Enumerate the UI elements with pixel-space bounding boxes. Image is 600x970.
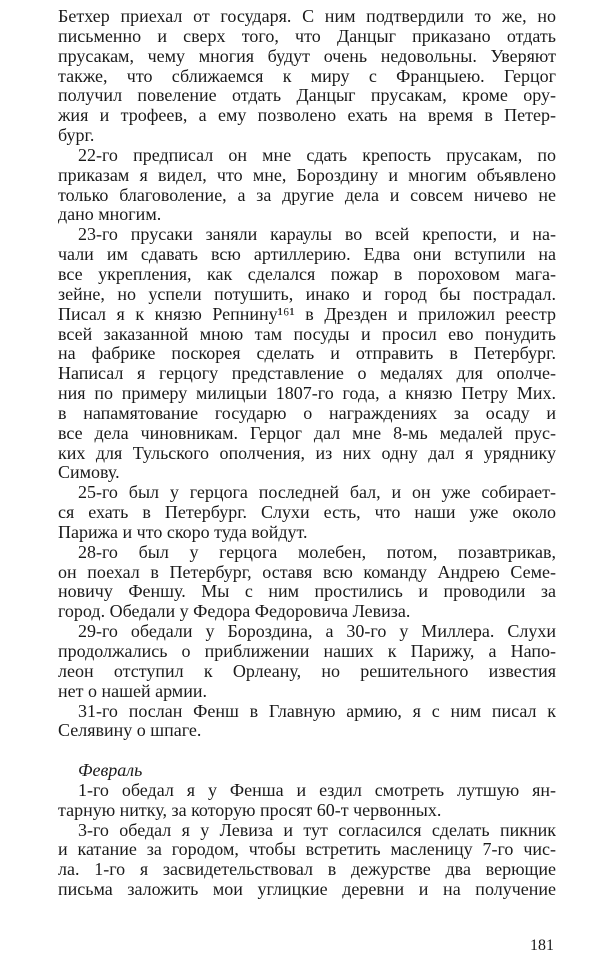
paragraph [58,781,556,821]
text-line: 3-го обедал я у Левиза и тут согласился сделать пикник [78,820,556,840]
paragraph [58,483,556,543]
text-line: бург. [58,126,95,146]
text-line: леон отступил к Орлеану, но решительного известия [58,661,556,681]
text-line: тарную нитку, за которую просят 60-т червонных. [58,800,442,820]
page-body [58,7,556,900]
text-line: 29-го обедали у Бороздина, а 30-го у Миллера. Слухи [78,622,556,642]
paragraph [58,702,556,742]
text-line: город. Обедали у Федора Федоровича Левиза. [58,602,411,622]
text-line: Симову. [58,463,120,483]
text-line: также, что сближаемся к миру с Францыею. Герцог [58,66,556,86]
text-line: Парижа и что скоро туда войдут. [58,522,308,542]
text-line: письма заложить мои углицкие деревни и на получение [58,880,556,900]
text-line: дано многим. [58,205,162,225]
text-line: продолжались о приближении наших к Парижу, а Напо- [58,642,556,661]
text-line: письменно и сверх того, что Данцыг приказано отдать [58,26,556,46]
section-gap [58,741,556,761]
entries-january [58,7,556,741]
text-line: прусакам, чему многия будут очень недовольны. Уверяют [58,46,556,66]
text-line: всей заказанной мною там посуды и просил ево понудить [58,324,556,344]
text-line: 28-го был у герцога молебен, потом, позавтрикав, [78,542,556,562]
text-line: приказам я видел, что мне, Бороздину и многим объявлено [58,165,556,185]
entries-february [58,781,556,900]
text-line: ких для Тульского ополчения, из них одну дал я уряднику [58,443,556,463]
text-line: только благоволение, а за другие дела и совсем ничево не [58,185,556,205]
text-line: 22-го предписал он мне сдать крепость прусакам, по [78,145,556,165]
text-line: на фабрике поскорея сделать и отправить в Петербург. [58,344,556,364]
text-line: получил повеление отдать Данцыг прусакам, кроме ору- [58,86,556,106]
text-line: все дела чиновникам. Герцог дал мне 8-мь медалей прус- [58,423,556,443]
text-line: Писал я к князю Репнину¹⁶¹ в Дрезден и приложил реестр [58,304,556,324]
text-line: Написал я герцогу представление о медалях для ополче- [58,364,556,384]
text-line: 25-го был у герцога последней бал, и он уже собирает- [78,483,556,503]
page-number: 181 [530,937,554,954]
text-line: Бетхер приехал от государя. С ним подтвердили то же, но [58,7,556,26]
text-line: Селявину о шпаге. [58,721,202,741]
text-line: нет о нашей армии. [58,681,207,701]
paragraph [58,821,556,900]
section-heading: Февраль [78,760,143,781]
text-line: 1-го обедал я у Фенша и ездил смотреть лутшую ян- [78,780,556,800]
text-line: все укрепления, как сделался пожар в пороховом мага- [58,264,556,284]
text-line: чали им сдавать всю артиллерию. Едва они вступили на [58,245,556,265]
text-line: зейне, но успели потушить, инако и город бы пострадал. [58,284,556,304]
text-line: ния по примеру милицыи 1807-го года, а князю Петру Мих. [58,384,556,404]
paragraph [58,543,556,622]
text-line: 23-го прусаки заняли караулы во всей крепости, и на- [78,225,556,245]
paragraph [58,622,556,701]
paragraph [58,7,556,146]
text-line: жия и трофеев, а ему позволено ехать на время в Петер- [58,106,556,126]
text-line: ла. 1-го я засвидетельствовал в дежурстве два верющие [58,860,556,880]
text-line: новичу Феншу. Мы с ним простились и проводили за [58,582,556,602]
paragraph [58,146,556,225]
text-line: ся ехать в Петербург. Слухи есть, что наши уже около [58,503,556,523]
text-line: 31-го послан Фенш в Главную армию, я с ним писал к [78,701,556,721]
paragraph [58,225,556,483]
text-line: он поехал в Петербург, оставя всю команду Андрею Семе- [58,562,556,582]
text-line: в напамятование государю о награждениях за осаду и [58,403,556,423]
text-line: и катание за городом, чтобы встретить масленицу 7-го чис- [58,840,556,860]
